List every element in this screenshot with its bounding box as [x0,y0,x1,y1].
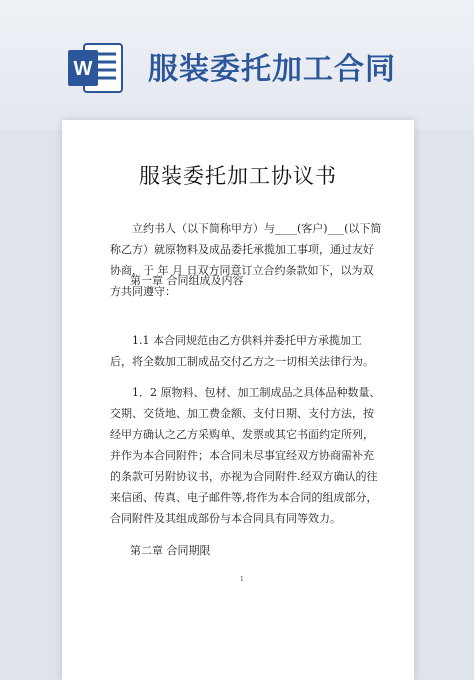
clause-1-2: 1．2 原物料、包材、加工制成品之具体品种数量、交期、交货地、加工费金额、支付日期、支付方法，按经甲方确认之乙方采购单、发票或其它书面约定所列，并作为本合同附件；本合同未尽事宜经双方协商需补充的条款可另附协议书，亦视为合同附件.经双方确认的往来信函、传真、电子邮件等,将作为本合同的组成部分，合同附件及其组成部份与本合同具有同等效力。 [110,386,381,525]
word-icon [66,40,126,96]
clause-1-1: 1.1 本合同规范由乙方供料并委托甲方承揽加工后，将全数加工制成品交付乙方之一切相关法律行为。 [110,334,374,368]
page-number: 1 [240,576,244,583]
document-title: 服装委托加工协议书 [139,164,337,188]
document-page [62,120,414,680]
chapter-1-heading: 第一章 合同组成及内容 [130,274,244,287]
banner [0,0,474,130]
chapter-2-heading: 第二章 合同期限 [130,544,211,557]
intro-paragraph: 立约书人（以下简称甲方）与____(客户)___(以下简称乙方）就原物料及成品委托承揽加工事项，通过友好协商，于 年 月 日双方同意订立合约条款如下，以为双方共同遵守： [110,222,382,298]
banner-title: 服装委托加工合同 [148,52,396,87]
svg-text:W: W [73,58,93,80]
